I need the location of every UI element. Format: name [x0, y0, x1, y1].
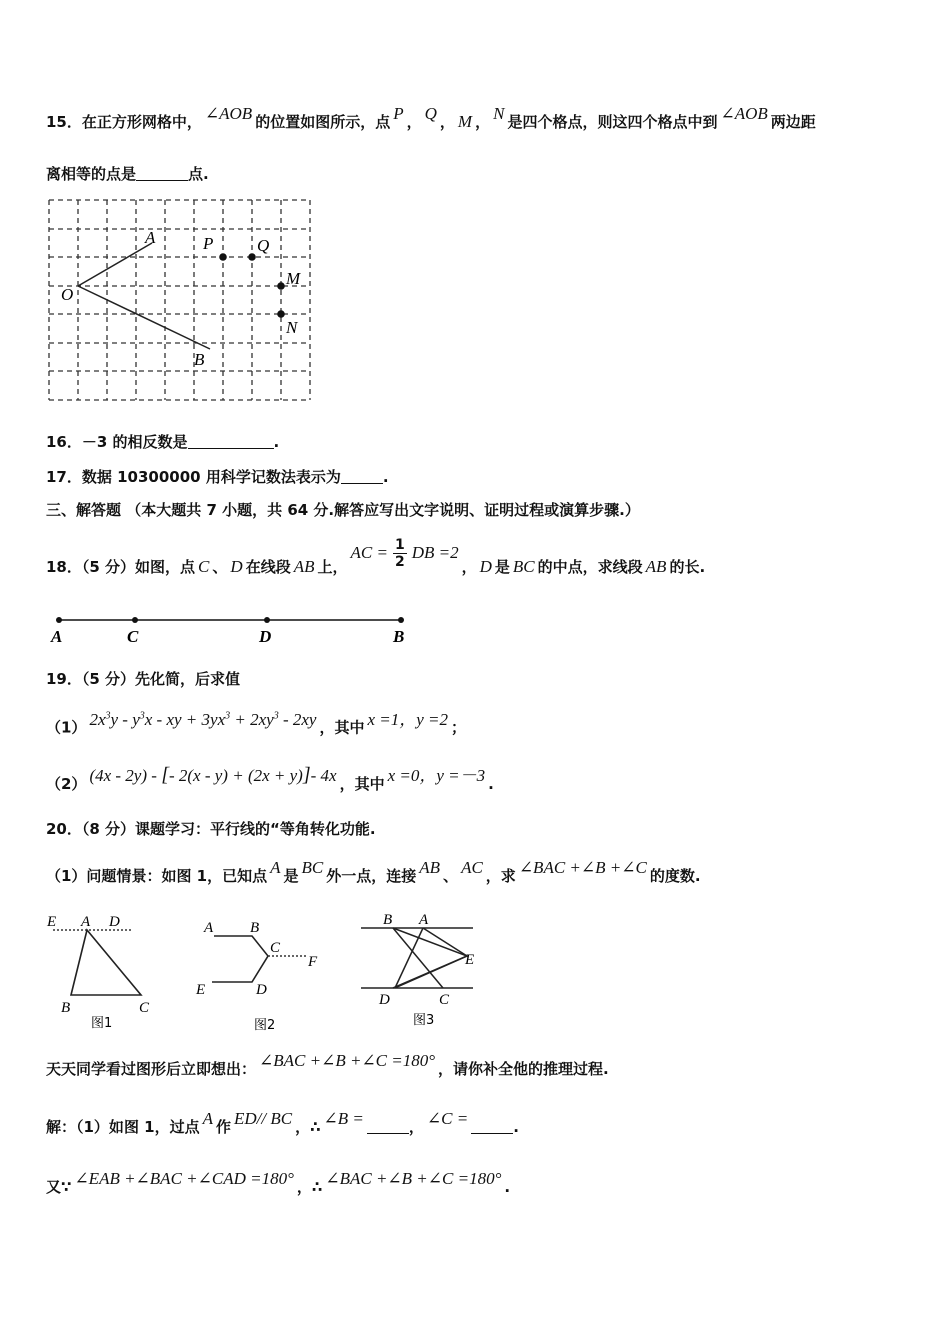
triangle-abc — [71, 930, 141, 995]
label-m: M — [286, 269, 301, 288]
svg-text:A: A — [419, 912, 429, 928]
svg-text:B: B — [383, 912, 393, 928]
q16-line: 16．－3 的相反数是 . — [46, 433, 280, 451]
section-3-header: 三、解答题 （本大题共 7 小题，共 64 分.解答应写出文字说明、证明过程或演算步骤.） — [46, 501, 640, 519]
svg-text:C: C — [139, 1000, 150, 1016]
q20-title: 20．（8 分）课题学习：平行线的“等角转化功能. — [46, 820, 376, 838]
angle-aob: ∠AOB — [204, 104, 253, 123]
q19-part2: （2） (4x - 2y) - [- 2(x - y) + (2x + y)]- 4x ，其中 x =0，y =－3 . — [46, 764, 494, 793]
svg-text:A: A — [81, 914, 91, 930]
q20-part1: （1）问题情景：如图 1，已知点 A 是 BC 外一点，连接 AB 、 AC ，求 ∠BAC +∠B +∠C 的度数. — [46, 858, 701, 885]
svg-text:E: E — [465, 952, 475, 968]
point-p — [219, 253, 227, 261]
label-n: N — [286, 318, 298, 337]
label-d: D — [259, 627, 272, 646]
figure-2 — [190, 910, 330, 1035]
q20-solution-line2: 又∵ ∠EAB +∠BAC +∠CAD =180° ，∴ ∠BAC +∠B +∠C =180° . — [46, 1169, 511, 1196]
fraction-half: $\frac{1}{2}$ — [394, 537, 405, 570]
label-b: B — [194, 350, 205, 369]
q20-tiantian: 天天同学看过图形后立即想出： ∠BAC +∠B +∠C =180° ，请你补全他的推理过程. — [46, 1051, 609, 1078]
point-q — [248, 253, 256, 261]
label-a: A — [51, 627, 63, 646]
svg-text:D: D — [379, 992, 390, 1008]
q20-number: 20． — [46, 820, 82, 838]
answer-blank[interactable] — [136, 166, 188, 181]
path-abcde — [212, 936, 268, 982]
q17-number: 17． — [46, 468, 82, 486]
svg-text:E: E — [47, 914, 57, 930]
point-d — [264, 617, 270, 623]
figure-3-caption: 图3 — [413, 1013, 435, 1028]
point-c — [132, 617, 138, 623]
q19-part1: （1） $2x^3y - y^3x$ - xy + $3yx^3 + 2xy^3 - 2xy$ ，其中 x =1，y =2 ； — [46, 709, 467, 737]
q17-line: 17．数据 10300000 用科学记数法表示为 . — [46, 468, 389, 486]
answer-blank-c[interactable] — [471, 1119, 513, 1134]
label-q: Q — [257, 236, 270, 255]
q15-line1: 15．在正方形网格中， ∠AOB 的位置如图所示，点 P ， Q ， M ， N 是四个格点，则这四个格点中到 ∠AOB 两边距 — [46, 104, 816, 131]
point-n — [277, 310, 285, 318]
q18-number: 18． — [46, 558, 82, 576]
expression-2: (4x - 2y) - [- 2(x - y) + (2x + y)]- 4x — [89, 764, 337, 786]
svg-text:C: C — [270, 940, 281, 956]
ray-oa — [78, 243, 152, 286]
expression-1: $2x^3y - y^3x$ - xy + $3yx^3 + 2xy^3 - 2xy$ — [89, 709, 317, 729]
answer-blank[interactable] — [188, 434, 274, 449]
point-a — [56, 617, 62, 623]
label-a: A — [145, 228, 156, 247]
figure-1-caption: 图1 — [91, 1016, 113, 1031]
svg-text:E: E — [196, 982, 206, 998]
label-b: B — [393, 627, 405, 646]
ray-ob — [78, 286, 210, 349]
q18-segment-figure — [45, 610, 415, 650]
answer-blank[interactable] — [341, 469, 383, 484]
q16-number: 16． — [46, 433, 82, 451]
figure-3 — [355, 908, 495, 1033]
figure-2-caption: 图2 — [254, 1018, 276, 1033]
svg-text:C: C — [439, 992, 450, 1008]
label-o: O — [61, 285, 74, 304]
q20-solution-line1: 解：（1）如图 1，过点 A 作 ED// BC ，∴ ∠B = ， ∠C = . — [46, 1109, 519, 1136]
q18-line: 18．（5 分）如图，点 C 、 D 在线段 AB 上，AC = $\frac{1}{2}$ DB =2， D 是 BC 的中点，求线段 AB 的长. — [46, 537, 706, 576]
svg-text:D: D — [109, 914, 120, 930]
svg-text:A: A — [204, 920, 214, 936]
q19-number: 19． — [46, 670, 82, 688]
svg-text:B: B — [61, 1000, 71, 1016]
point-b — [398, 617, 404, 623]
q15-line2: 离相等的点是 点. — [46, 165, 209, 183]
point-m — [277, 282, 285, 290]
label-p: P — [203, 234, 214, 253]
label-c: C — [127, 627, 139, 646]
figure-1 — [45, 908, 165, 1033]
q15-number: 15． — [46, 113, 82, 131]
svg-text:D: D — [256, 982, 267, 998]
answer-blank-b[interactable] — [367, 1119, 409, 1134]
q19-title: 19．（5 分）先化简，后求值 — [46, 670, 241, 688]
svg-text:F: F — [308, 954, 318, 970]
svg-text:B: B — [250, 920, 260, 936]
q15-grid-figure — [45, 193, 320, 408]
